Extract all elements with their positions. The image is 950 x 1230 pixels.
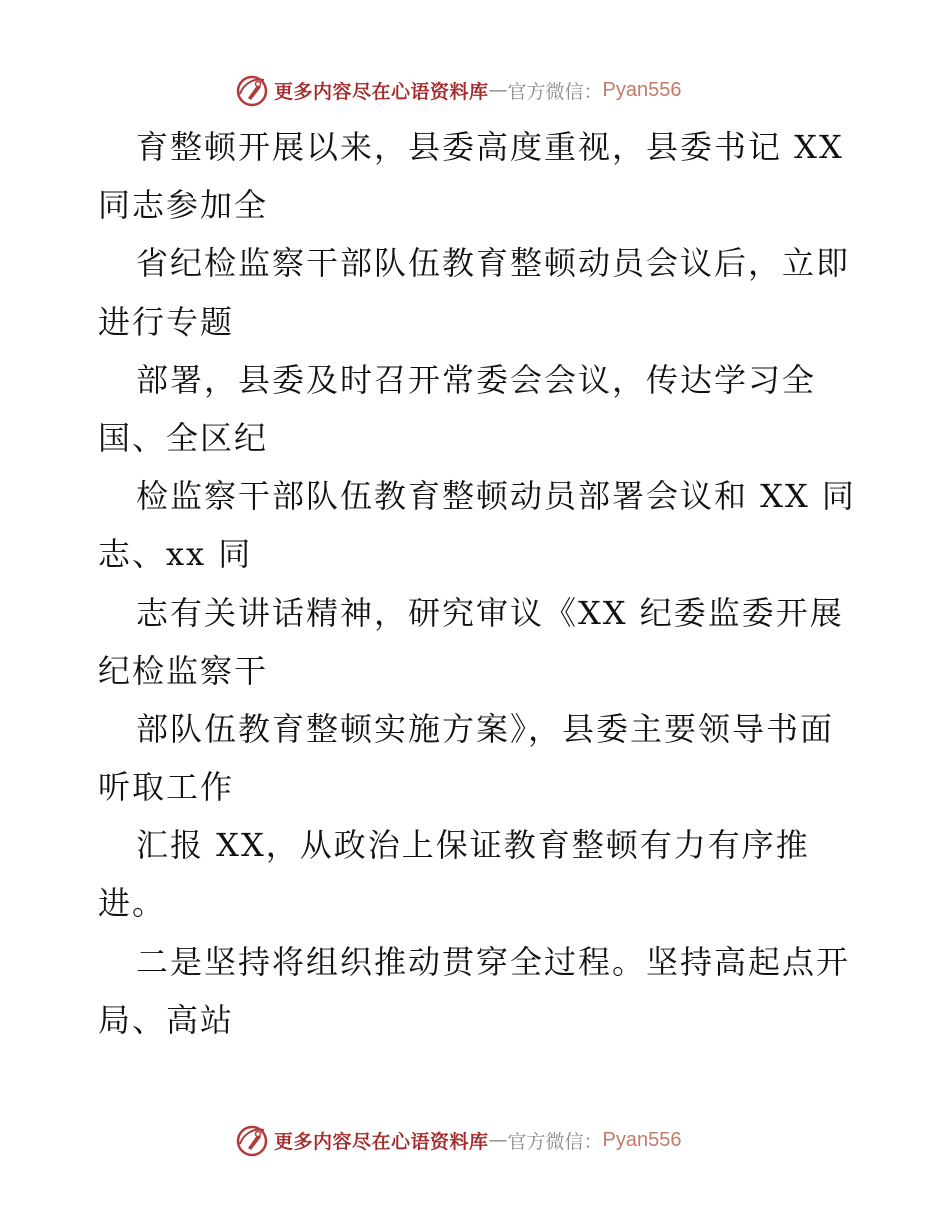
body-line: 部署，县委及时召开常委会会议，传达学习全 xyxy=(136,360,817,399)
body-line: 检监察干部队伍教育整顿动员部署会议和 XX 同 xyxy=(136,477,856,516)
watermark-wechat-id: Pyan556 xyxy=(602,78,682,101)
body-line: 听取工作 xyxy=(98,768,235,807)
body-line: 纪检监察干 xyxy=(98,651,269,690)
watermark-text: 更多内容尽在心语资料库 xyxy=(274,80,489,103)
body-line: 省纪检监察干部队伍教育整顿动员会议后，立即 xyxy=(136,244,851,283)
watermark-wechat-label: 官方微信： xyxy=(507,80,603,103)
body-line: 志、xx 同 xyxy=(98,535,253,574)
body-line: 进。 xyxy=(98,884,167,923)
body-line: 志有关讲话精神，研究审议《XX 纪委监委开展 xyxy=(136,593,844,632)
body-line: 育整顿开展以来，县委高度重视，县委书记 XX xyxy=(136,128,844,166)
body-line: 同志参加全 xyxy=(98,186,269,225)
watermark-text: 更多内容尽在心语资料库 xyxy=(274,1130,489,1153)
watermark-wechat-label: 官方微信： xyxy=(507,1130,603,1153)
footer-watermark xyxy=(234,1120,682,1160)
pen-nib-circle-icon xyxy=(234,72,270,108)
body-line: 部队伍教育整顿实施方案》，县委主要领导书面 xyxy=(136,709,835,748)
body-line: 二是坚持将组织推动贯穿全过程。坚持高起点开 xyxy=(136,942,851,981)
body-line: 国、全区纪 xyxy=(98,418,269,457)
body-line: 进行专题 xyxy=(98,302,235,341)
body-line: 汇报 XX，从政治上保证教育整顿有力有序推 xyxy=(136,826,810,865)
document-body xyxy=(98,118,888,1049)
pen-nib-circle-icon xyxy=(234,1122,270,1158)
header-watermark xyxy=(234,70,682,110)
watermark-separator: — xyxy=(488,1129,508,1151)
body-line: 局、高站 xyxy=(98,1000,235,1039)
watermark-wechat-id: Pyan556 xyxy=(602,1128,682,1151)
watermark-separator: — xyxy=(488,79,508,101)
